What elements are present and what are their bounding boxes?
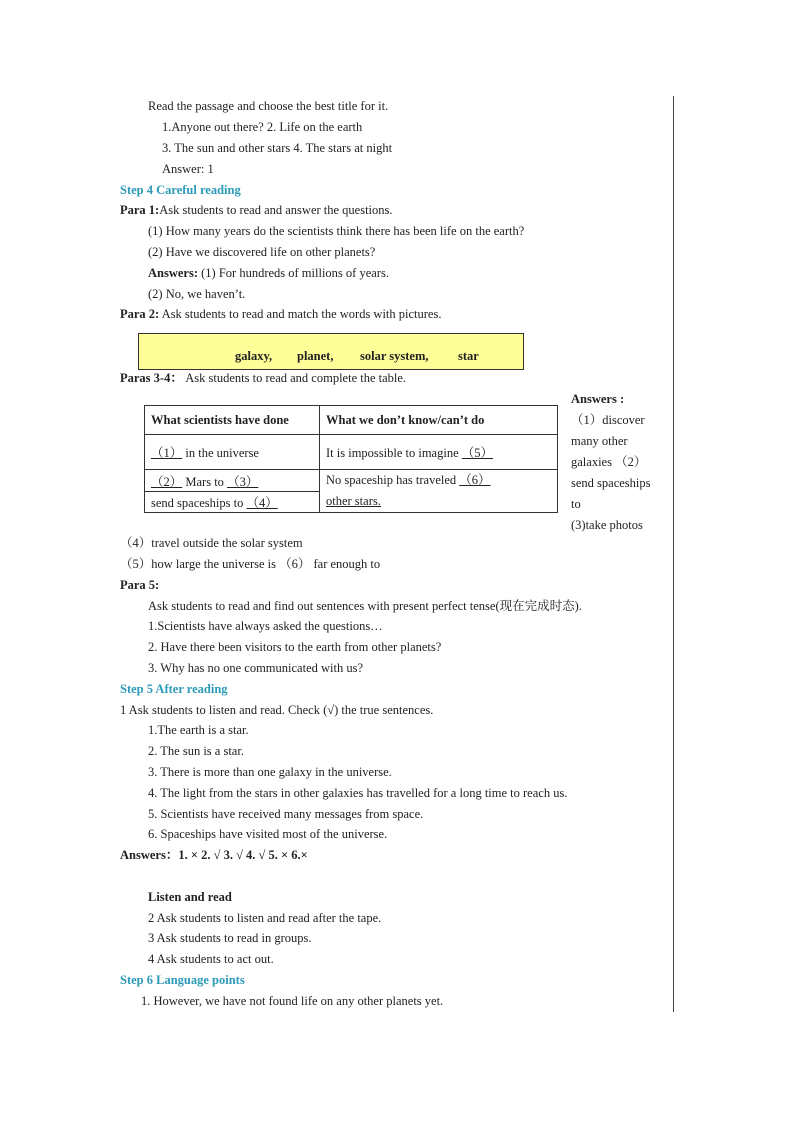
paras34-text: Ask students to read and complete the table. <box>182 371 407 385</box>
check-sentence: 5. Scientists have received many messages from space. <box>148 807 424 821</box>
table-cell: It is impossible to imagine （5） <box>320 435 558 470</box>
step5-task-3: 3 Ask students to read in groups. <box>148 931 312 945</box>
check-sentence: 1.The earth is a star. <box>148 723 249 737</box>
intro-options-2: 3. The sun and other stars 4. The stars at night <box>162 141 393 155</box>
blank-4: （4） <box>246 496 278 510</box>
blank-6: （6） <box>459 473 491 487</box>
table-row <box>145 470 558 492</box>
para1-q2: (2) Have we discovered life on other planets? <box>148 245 376 259</box>
step5-answers: Answers：1. × 2. √ 3. √ 4. √ 5. × 6.× <box>120 848 308 862</box>
side-answer-line: send spaceships <box>571 476 651 490</box>
para2-text: Ask students to read and match the words with pictures. <box>159 307 442 321</box>
paras34-line <box>120 370 406 386</box>
para5-sentence: 3. Why has no one communicated with us? <box>148 661 364 675</box>
para1-q1: (1) How many years do the scientists think there has been life on the earth? <box>148 224 525 238</box>
para2-line <box>120 306 441 322</box>
para5-label: Para 5: <box>120 578 160 592</box>
listen-read-heading: Listen and read <box>148 890 232 904</box>
blank-1: （1） <box>151 446 183 460</box>
word-star: star <box>458 349 479 363</box>
step5-title: Step 5 After reading <box>120 682 228 696</box>
side-answer-line: to <box>571 497 581 511</box>
side-answer-line: (3)take photos <box>571 518 643 532</box>
side-answer-line: （1）discover <box>571 413 645 427</box>
check-sentence: 6. Spaceships have visited most of the universe. <box>148 827 388 841</box>
para1-answer-1-line <box>148 265 389 281</box>
blank-5: （5） <box>461 446 494 460</box>
side-answers <box>571 389 669 536</box>
para5-sentence: 2. Have there been visitors to the earth from other planets? <box>148 640 442 654</box>
intro-answer: Answer: 1 <box>162 162 214 176</box>
answers-label: Answers: <box>148 266 198 280</box>
blank-3: （3） <box>227 474 259 489</box>
table-header-cell: What we don’t know/can’t do <box>320 406 558 435</box>
vocabulary-box <box>138 333 524 370</box>
blank-2: （2） <box>151 474 183 489</box>
para2-label: Para 2: <box>120 307 160 321</box>
para1-label: Para 1: <box>120 203 160 217</box>
word-solar-system: solar system, <box>360 349 429 363</box>
check-sentence: 4. The light from the stars in other galaxies has travelled for a long time to reach us. <box>148 786 568 800</box>
table-cell: （1） in the universe <box>145 435 320 470</box>
scientists-table <box>144 405 558 513</box>
word-planet: planet, <box>297 349 334 363</box>
check-sentence: 3. There is more than one galaxy in the universe. <box>148 765 392 779</box>
para1-text: Ask students to read and answer the questions. <box>159 203 393 217</box>
check-sentence: 2. The sun is a star. <box>148 744 244 758</box>
table-cell: No spaceship has traveled （6） other stars. <box>320 470 558 513</box>
right-margin-line <box>673 96 674 1012</box>
word-galaxy: galaxy, <box>235 349 273 363</box>
para5-sentence: 1.Scientists have always asked the questions… <box>148 619 383 633</box>
table-cell: （2） Mars to （3） <box>145 470 320 492</box>
step5-task-2: 2 Ask students to listen and read after the tape. <box>148 911 382 925</box>
step5-task-4: 4 Ask students to act out. <box>148 952 274 966</box>
paras34-label: Paras 3-4： <box>120 371 183 385</box>
para5-text: Ask students to read and find out sentences with present perfect tense(现在完成时态). <box>148 599 582 613</box>
language-point-1: 1. However, we have not found life on any other planets yet. <box>141 994 444 1008</box>
side-answer-line: many other <box>571 434 628 448</box>
side-answer-line: galaxies （2） <box>571 455 647 469</box>
intro-instruction: Read the passage and choose the best title for it. <box>148 99 389 113</box>
table-cell: send spaceships to （4） <box>145 492 320 513</box>
side-answers-label: Answers : <box>571 392 625 406</box>
table-row <box>145 435 558 470</box>
step6-title: Step 6 Language points <box>120 973 245 987</box>
step4-title: Step 4 Careful reading <box>120 183 241 197</box>
table-header-row <box>145 406 558 435</box>
para1-line <box>120 202 393 218</box>
para1-a1: (1) For hundreds of millions of years. <box>198 266 389 280</box>
intro-options-1: 1.Anyone out there? 2. Life on the earth <box>162 120 363 134</box>
step5-task-1: 1 Ask students to listen and read. Check (√) the true sentences. <box>120 703 434 717</box>
para1-a2: (2) No, we haven’t. <box>148 287 246 301</box>
continued-answers-5-6: （5）how large the universe is （6） far enough to <box>120 557 381 571</box>
continued-answer-4: （4）travel outside the solar system <box>120 536 303 550</box>
table-header-cell: What scientists have done <box>145 406 320 435</box>
